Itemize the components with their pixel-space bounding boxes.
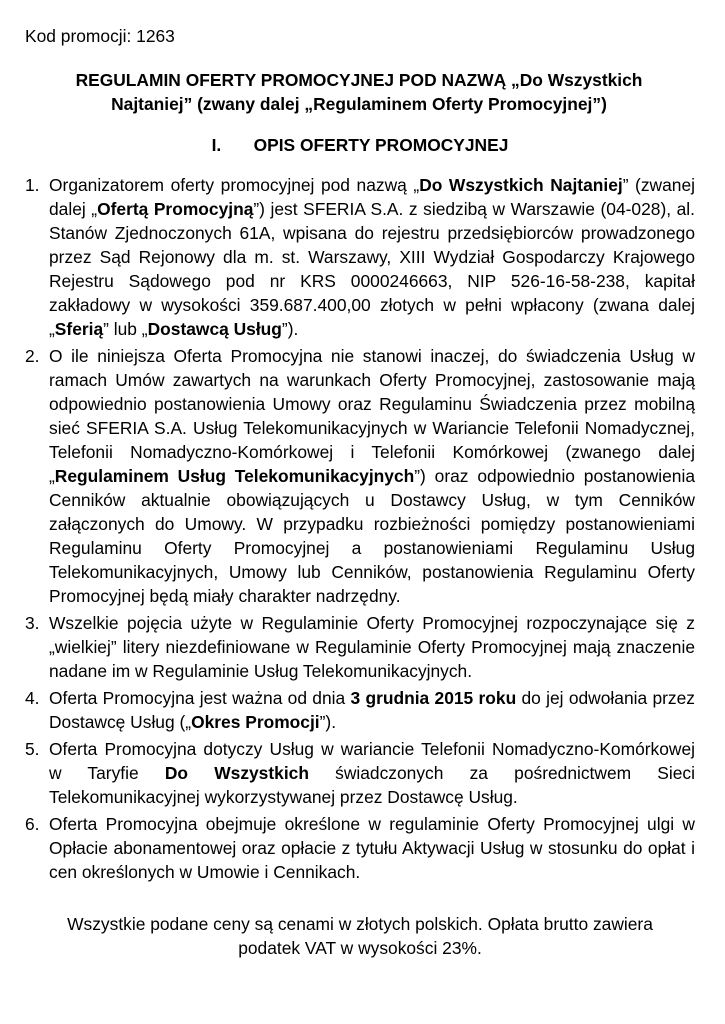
- section-title: OPIS OFERTY PROMOCYJNEJ: [253, 135, 509, 155]
- document-title: REGULAMIN OFERTY PROMOCYJNEJ POD NAZWĄ „Do Wszystkich Najtaniej” (zwany dalej „Regulaminem Oferty Promocyjnej”): [75, 70, 643, 114]
- footer-note: Wszystkie podane ceny są cenami w złotych polskich. Opłata brutto zawiera podatek VAT w wysokości 23%.: [67, 914, 653, 958]
- list-item: [25, 737, 695, 809]
- section-heading: [25, 133, 695, 157]
- text-segment: Organizatorem oferty promocyjnej pod nazwą „: [49, 175, 420, 195]
- text-segment: ” lub „: [103, 319, 148, 339]
- bold-term: Sferią: [54, 319, 104, 339]
- text-segment: Oferta Promocyjna dotyczy Usług w wariancie Telefonii Nomadyczno-Komórkowej w Taryfie: [49, 739, 695, 783]
- text-segment: ” (zwanej dalej „: [49, 175, 695, 219]
- bold-term: 3 grudnia 2015 roku: [350, 688, 517, 708]
- list-item-number: 4.: [25, 688, 40, 708]
- text-segment: Oferta Promocyjna obejmuje określone w regulaminie Oferty Promocyjnej ulgi w Opłacie abonamentowej oraz opłacie z tytułu Aktywacji Usług w stosunku do opłat i cen określonych w Umowie i Cennikach.: [49, 814, 695, 882]
- list-item: [25, 686, 695, 734]
- text-segment: O ile niniejsza Oferta Promocyjna nie stanowi inaczej, do świadczenia Usług w ramach Umów zawartych na warunkach Oferty Promocyjnej, zastosowanie mają odpowiednio postanowienia Umowy oraz Regulaminu Świadczenia przez mobilną sieć SFERIA S.A. Usług Telekomunikacyjnych w Wariancie Telefonii Nomadycznej, Telefonii Nomadyczno-Komórkowej i Telefonii Komórkowej (zwanego dalej „: [49, 346, 695, 486]
- text-segment: ”) jest SFERIA S.A. z siedzibą w Warszawie (04-028), al. Stanów Zjednoczonych 61A, wpisana do rejestru przedsiębiorców prowadzonego przez Sąd Rejonowy dla m. st. Warszawy, XIII Wydział Gospodarczy Krajowego Rejestru Sądowego pod nr KRS 0000246663, NIP 526-16-58-238, kapitał zakładowy w wysokości 359.687.400,00 złotych w pełni wpłacony (zwana dalej „: [49, 199, 695, 339]
- list-item-number: 2.: [25, 346, 40, 366]
- list-item-number: 6.: [25, 814, 40, 834]
- bold-term: Do Wszystkich Najtaniej: [419, 175, 623, 195]
- text-segment: do jej odwołania przez Dostawcę Usług („: [49, 688, 695, 732]
- text-segment: Wszelkie pojęcia użyte w Regulaminie Oferty Promocyjnej rozpoczynające się z „wielkiej” litery niezdefiniowane w Regulaminie Oferty Promocyjnej mają znaczenie nadane im w Regulaminie Usług Telekomunikacyjnych.: [49, 613, 695, 681]
- promo-code: Kod promocji: 1263: [25, 26, 175, 46]
- bold-term: Do Wszystkich: [164, 763, 309, 783]
- numbered-list: [25, 173, 695, 884]
- bold-term: Regulaminem Usług Telekomunikacyjnych: [54, 466, 415, 486]
- text-segment: ”).: [281, 319, 299, 339]
- text-segment: świadczonych za pośrednictwem Sieci Telekomunikacyjnej wykorzystywanej przez Dostawcę Usług.: [49, 763, 695, 807]
- bold-term: Ofertą Promocyjną: [97, 199, 254, 219]
- text-segment: ”) oraz odpowiednio postanowienia Cenników aktualnie obowiązujących u Dostawcy Usług, w tym Cenników załączonych do Umowy. W przypadku rozbieżności pomiędzy postanowieniami Regulaminu Oferty Promocyjnej a postanowieniami Regulaminu Usług Telekomunikacyjnych, Umowy lub Cenników, postanowienia Regulaminu Oferty Promocyjnej będą miały charakter nadrzędny.: [49, 466, 695, 606]
- text-segment: ”).: [319, 712, 337, 732]
- list-item: [25, 344, 695, 608]
- list-item: [25, 173, 695, 341]
- list-item: [25, 611, 695, 683]
- list-item-number: 3.: [25, 613, 40, 633]
- bold-term: Dostawcą Usług: [147, 319, 282, 339]
- list-item-number: 1.: [25, 175, 40, 195]
- text-segment: Oferta Promocyjna jest ważna od dnia: [49, 688, 351, 708]
- list-item: [25, 812, 695, 884]
- section-number: I.: [211, 135, 222, 155]
- bold-term: Okres Promocji: [191, 712, 320, 732]
- list-item-number: 5.: [25, 739, 40, 759]
